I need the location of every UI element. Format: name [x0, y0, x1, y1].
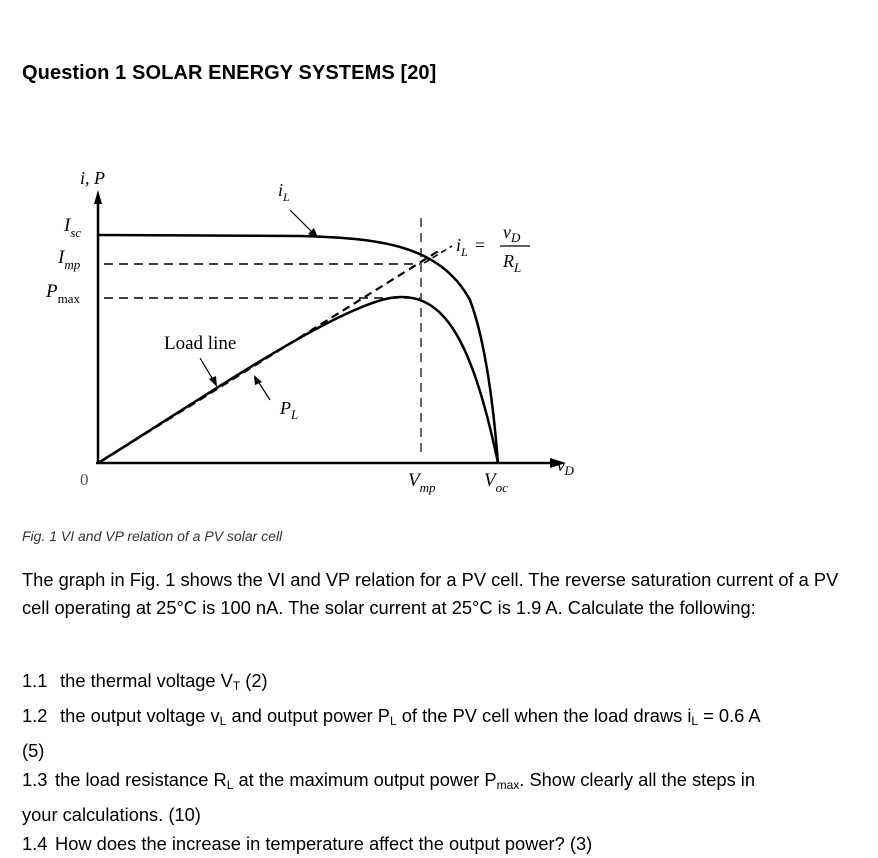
pl-arrow-head [254, 375, 262, 385]
x-axis-label: $v_D$ [557, 456, 574, 478]
question-number: 1.4 [22, 833, 48, 854]
question-continuation: (5) [22, 740, 45, 761]
question-text: the thermal voltage $V_T$ (2) [60, 670, 268, 693]
il-eq-dash [424, 246, 452, 263]
voc-label: $V_{oc}$ [484, 470, 508, 495]
il-curve-label: $i_L$ [278, 180, 290, 204]
y-axis-arrow [94, 190, 102, 204]
question-list [22, 666, 862, 858]
figure-caption: Fig. 1 VI and VP relation of a PV solar cell [22, 528, 283, 544]
imp-label: $I_{mp}$ [58, 247, 81, 272]
il-eq-numerator: $v_D$ [503, 222, 521, 245]
load-line-arrow-head [209, 376, 217, 387]
il-eq-denominator: $R_L$ [503, 251, 522, 275]
origin-label: 0 [80, 470, 89, 489]
question-continuation: your calculations. (10) [22, 804, 201, 825]
pl-label: $P_L$ [280, 398, 299, 422]
load-line-label: Load line [164, 333, 237, 354]
question-item-1-1 [22, 666, 862, 701]
pmax-label: $P_{max}$ [46, 281, 80, 306]
il-eq-lhs: $i_L$ [456, 235, 468, 259]
question-item-1-2 [22, 701, 862, 765]
question-item-1-3 [22, 765, 862, 829]
question-number: 1.1 [22, 670, 48, 691]
il-eq-equals: = [475, 235, 486, 255]
question-text: the load resistance $R_L$ at the maximum output power $P_{max}$. Show clearly all the steps in [55, 769, 756, 792]
vmp-label: $V_{mp}$ [408, 470, 436, 495]
y-axis-label: i, P [80, 168, 105, 188]
question-item-1-4 [22, 829, 862, 858]
problem-paragraph: The graph in Fig. 1 shows the VI and VP relation for a PV cell. The reverse saturation current of a PV cell operating at 25°C is 100 nA. The solar current at 25°C is 1.9 A. Calculate the following: [22, 569, 839, 618]
question-text: the output voltage $v_L$ and output power $P_L$ of the PV cell when the load draws $i_L = 0.6$ A [60, 705, 761, 728]
question-number: 1.3 [22, 769, 48, 790]
question-title: Question 1 SOLAR ENERGY SYSTEMS [20] [22, 62, 437, 84]
question-number: 1.2 [22, 705, 48, 726]
question-text: How does the increase in temperature affect the output power? (3) [55, 833, 593, 854]
iv-curve [98, 235, 498, 463]
isc-label: $I_{sc}$ [64, 215, 82, 240]
pv-curve [98, 297, 498, 463]
